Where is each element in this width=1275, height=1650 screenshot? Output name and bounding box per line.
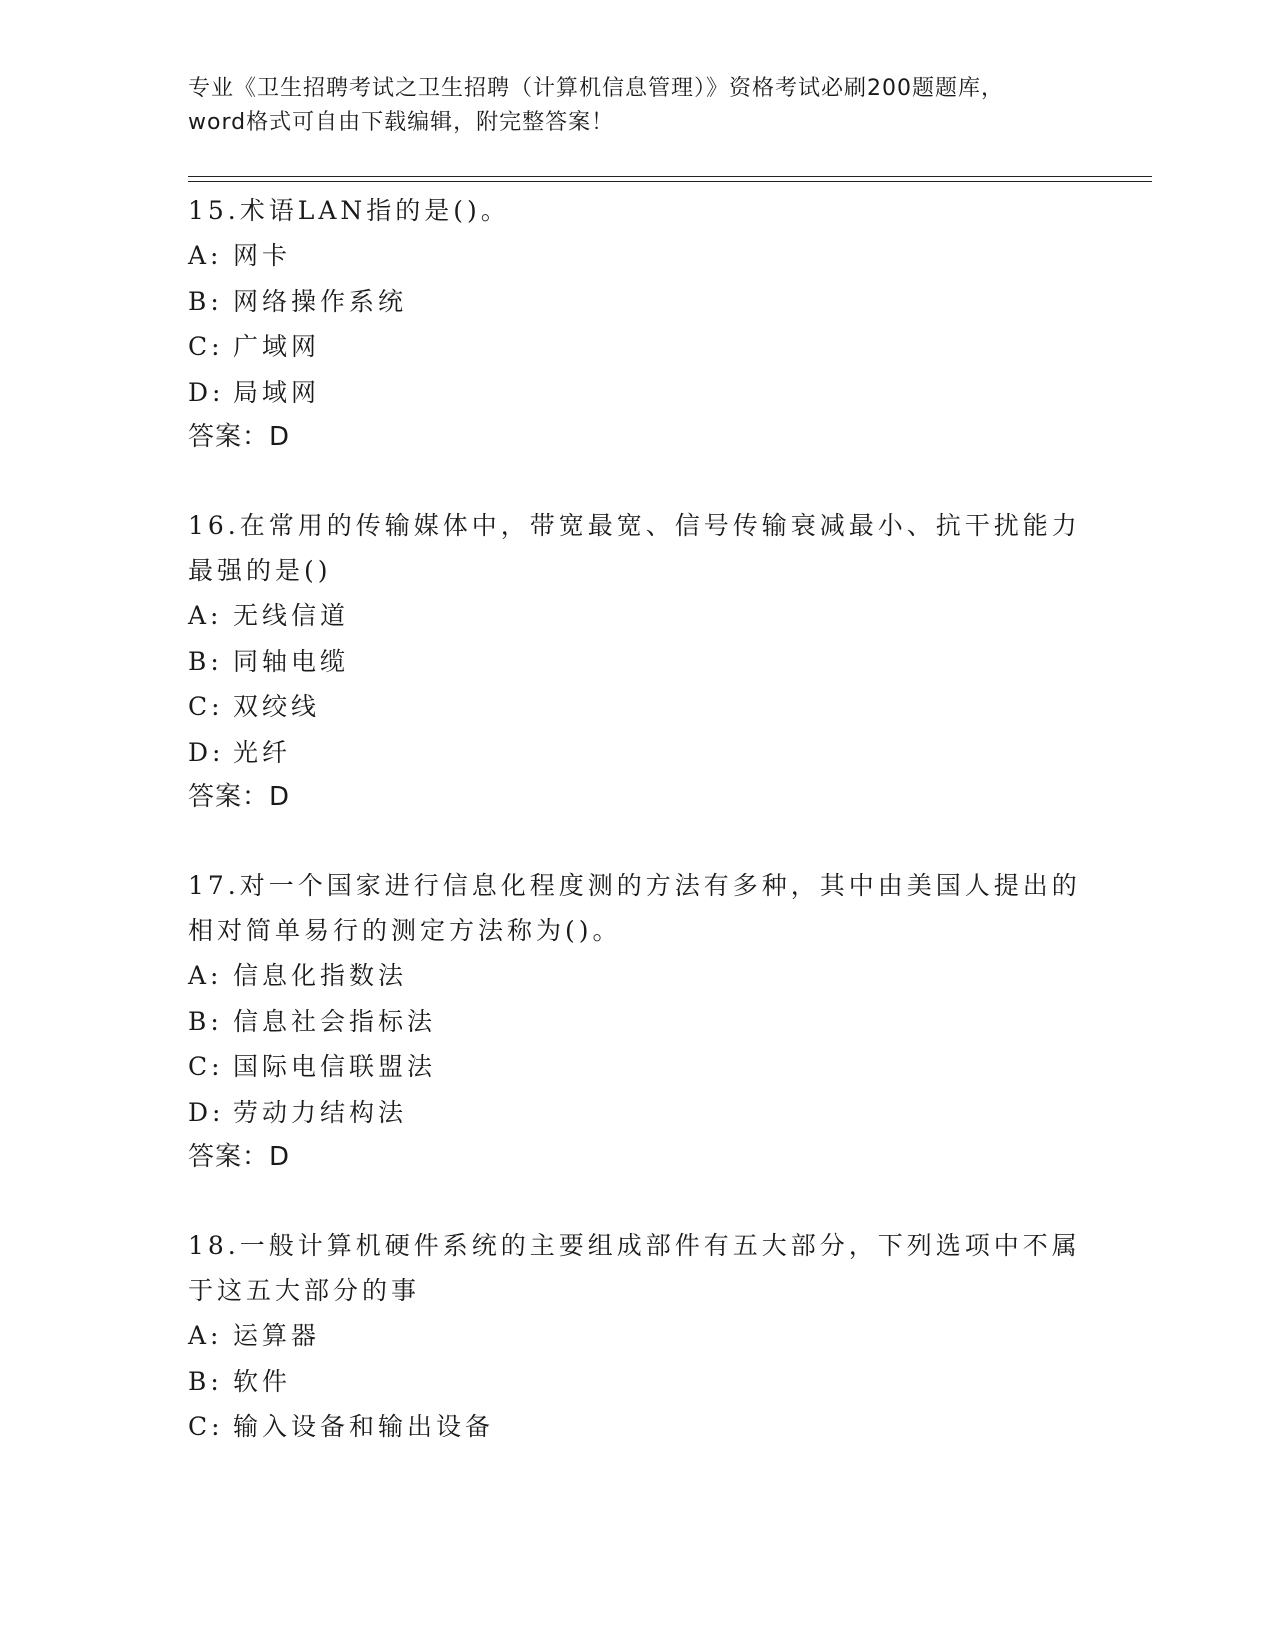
option-text: 输入设备和输出设备 xyxy=(233,1412,495,1441)
option-letter: D: xyxy=(188,377,225,407)
question-text: 16.在常用的传输媒体中，带宽最宽、信号传输衰减最小、抗干扰能力最强的是() xyxy=(188,511,1081,585)
option-letter: C: xyxy=(188,332,224,361)
option-b xyxy=(188,639,1088,685)
option-b xyxy=(188,279,1088,325)
answer-line: 答案：D xyxy=(188,1142,291,1172)
option-letter: B: xyxy=(188,646,223,676)
option-text: 劳动力结构法 xyxy=(233,1097,408,1127)
option-text: 网卡 xyxy=(233,241,292,270)
option-letter: C: xyxy=(188,1052,224,1081)
option-letter: A: xyxy=(188,961,223,990)
option-text: 网络操作系统 xyxy=(233,286,408,316)
option-d xyxy=(188,370,1088,416)
option-b xyxy=(188,999,1088,1045)
option-text: 广域网 xyxy=(233,332,321,361)
option-c xyxy=(188,1044,1088,1090)
option-text: 信息化指数法 xyxy=(233,961,408,990)
option-letter: B: xyxy=(188,286,223,316)
answer-line: 答案：D xyxy=(188,782,291,812)
option-text: 局域网 xyxy=(233,377,321,407)
question-text: 18.一般计算机硬件系统的主要组成部件有五大部分，下列选项中不属于这五大部分的事 xyxy=(188,1231,1081,1305)
option-letter: D: xyxy=(188,737,225,767)
option-text: 同轴电缆 xyxy=(233,646,350,676)
option-d xyxy=(188,730,1088,776)
option-a xyxy=(188,233,1088,279)
option-d xyxy=(188,1090,1088,1136)
option-a xyxy=(188,953,1088,999)
option-letter: B: xyxy=(188,1366,223,1396)
header-line-1: 专业《卫生招聘考试之卫生招聘（计算机信息管理）》资格考试必刷200题题库， xyxy=(188,76,1004,101)
option-letter: C: xyxy=(188,1412,224,1441)
option-letter: D: xyxy=(188,1097,225,1127)
question-17 xyxy=(188,863,1088,1180)
option-c xyxy=(188,324,1088,370)
document-header xyxy=(188,72,1088,140)
option-text: 无线信道 xyxy=(233,601,350,630)
option-c xyxy=(188,684,1088,730)
option-text: 国际电信联盟法 xyxy=(233,1052,437,1081)
answer-line: 答案：D xyxy=(188,422,291,452)
question-18 xyxy=(188,1223,1088,1450)
option-c xyxy=(188,1404,1088,1450)
header-line-2: word格式可自由下载编辑，附完整答案！ xyxy=(188,110,615,135)
question-text: 15.术语LAN指的是()。 xyxy=(188,196,510,225)
option-letter: B: xyxy=(188,1006,223,1036)
option-a xyxy=(188,593,1088,639)
option-text: 运算器 xyxy=(233,1321,321,1350)
option-letter: A: xyxy=(188,601,223,630)
question-list xyxy=(188,188,1088,1493)
header-divider-bottom xyxy=(188,181,1152,182)
header-divider-top xyxy=(188,176,1152,177)
option-letter: A: xyxy=(188,1321,223,1350)
option-b xyxy=(188,1359,1088,1405)
option-letter: A: xyxy=(188,241,223,270)
question-16 xyxy=(188,503,1088,820)
option-text: 软件 xyxy=(233,1366,292,1396)
question-15 xyxy=(188,188,1088,460)
option-text: 双绞线 xyxy=(233,692,321,721)
question-text: 17.对一个国家进行信息化程度测的方法有多种，其中由美国人提出的相对简单易行的测定方法称为()。 xyxy=(188,871,1081,945)
option-a xyxy=(188,1313,1088,1359)
option-text: 信息社会指标法 xyxy=(233,1006,437,1036)
option-letter: C: xyxy=(188,692,224,721)
option-text: 光纤 xyxy=(233,737,292,767)
